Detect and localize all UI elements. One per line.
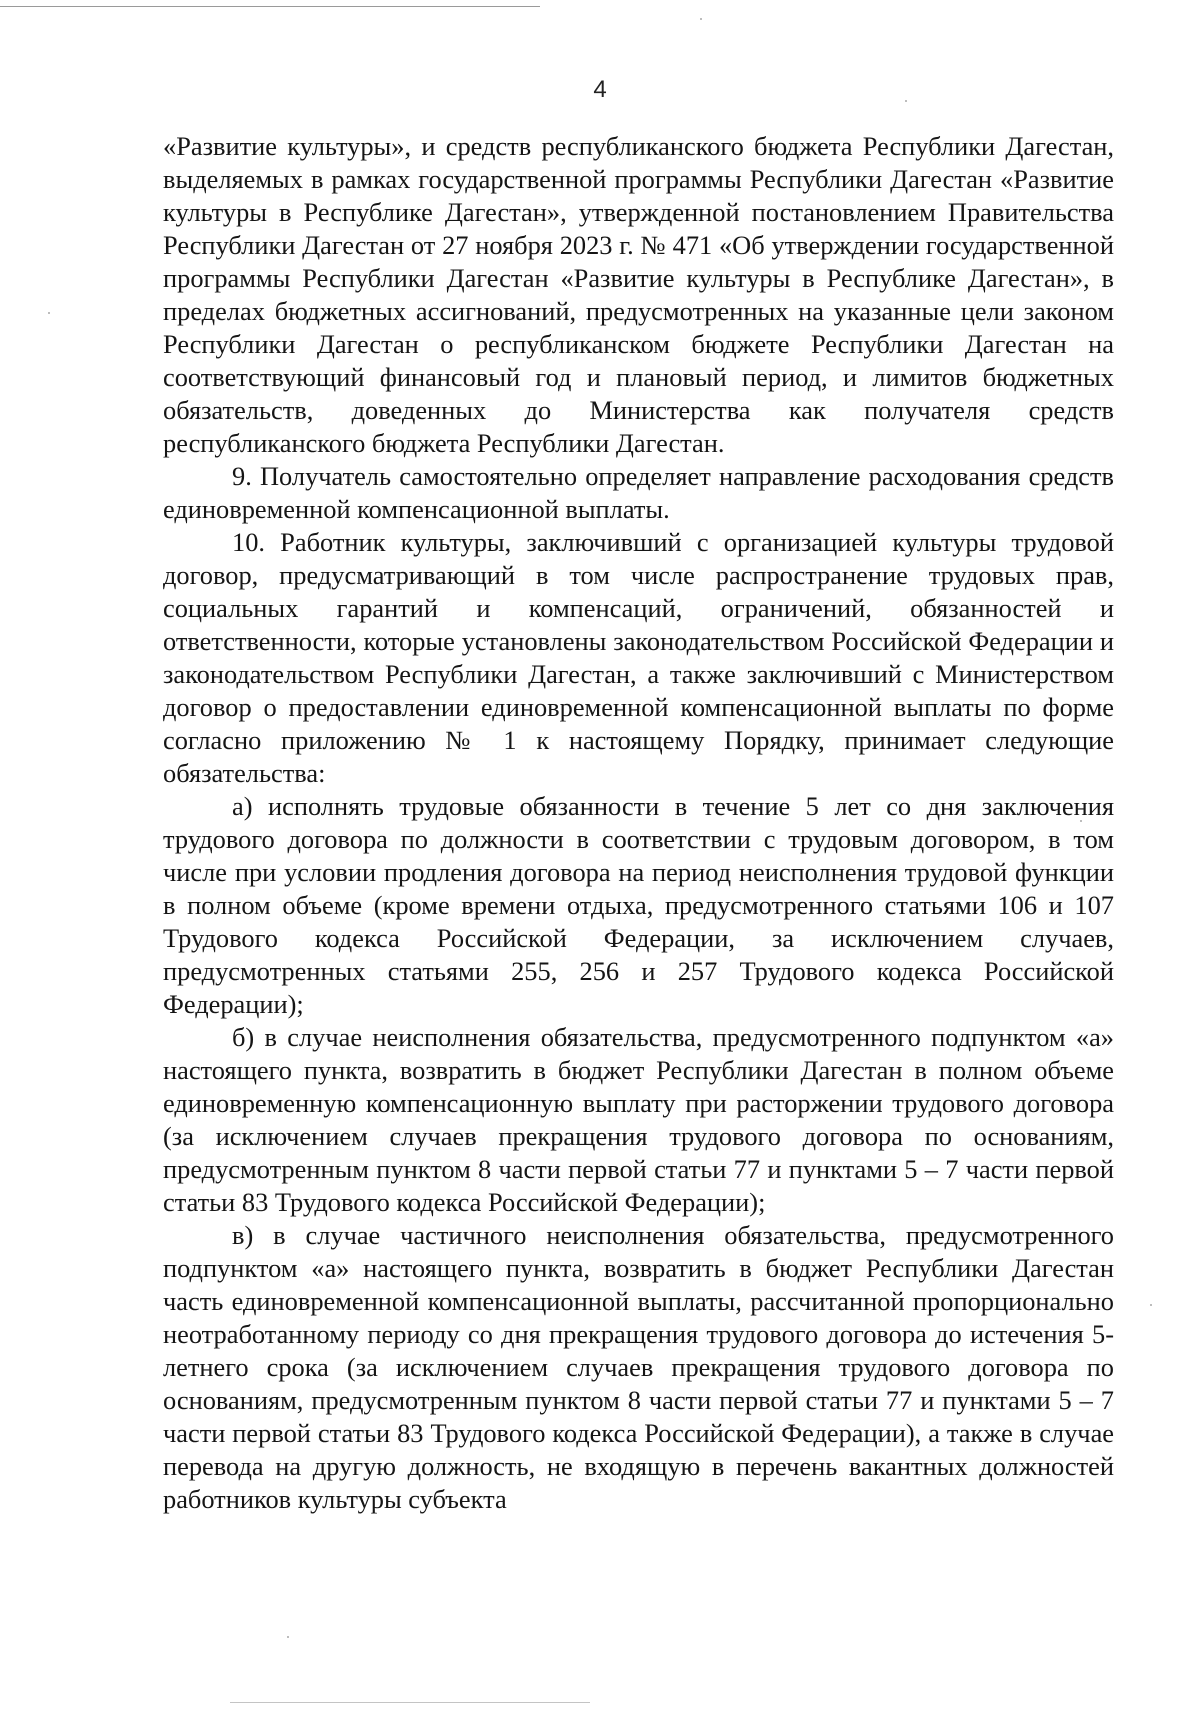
scan-speck	[700, 18, 702, 20]
subparagraph-v: в) в случае частичного неисполнения обязательства, предусмотренного подпунктом «а» настоящего пункта, возвратить в бюджет Республики Дагестан часть единовременной компенсационной выплаты, рассчитанной пропорционально неотработанному периоду со дня прекращения трудового договора до истечения 5-летнего срока (за исключением случаев прекращения трудового договора по основаниям, предусмотренным пунктом 8 части первой статьи 77 и пунктами 5 – 7 части первой статьи 83 Трудового кодекса Российской Федерации), а также в случае перевода на другую должность, не входящую в перечень вакантных должностей работников культуры субъекта	[163, 1220, 1114, 1514]
paragraph-item-10: 10. Работник культуры, заключивший с организацией культуры трудовой договор, предусматривающий в том числе распространение трудовых прав, социальных гарантий и компенсаций, ограничений, обязанностей и ответственности, которые установлены законодательством Российской Федерации и законодательством Республики Дагестан, а также заключивший с Министерством договор о предоставлении единовременной компенсационной выплаты по форме согласно приложению № 1 к настоящему Порядку, принимает следующие обязательства:	[163, 527, 1114, 788]
paragraph-item-9: 9. Получатель самостоятельно определяет направление расходования средств единовременной компенсационной выплаты.	[163, 461, 1114, 524]
subparagraph-a: а) исполнять трудовые обязанности в течение 5 лет со дня заключения трудового договора по должности в соответствии с трудовым договором, в том числе при условии продления договора на период неисполнения трудовой функции в полном объеме (кроме времени отдыха, предусмотренного статьями 106 и 107 Трудового кодекса Российской Федерации, за исключением случаев, предусмотренных статьями 255, 256 и 257 Трудового кодекса Российской Федерации);	[163, 791, 1114, 1019]
scan-speck	[287, 1636, 289, 1638]
page-number: 4	[593, 76, 607, 103]
subparagraph-b: б) в случае неисполнения обязательства, предусмотренного подпунктом «а» настоящего пункта, возвратить в бюджет Республики Дагестан в полном объеме единовременную компенсационную выплату при расторжении трудового договора (за исключением случаев прекращения трудового договора по основаниям, предусмотренным пунктом 8 части первой статьи 77 и пунктами 5 – 7 части первой статьи 83 Трудового кодекса Российской Федерации);	[163, 1022, 1114, 1217]
scan-speck	[48, 312, 50, 314]
scan-edge-line	[230, 1702, 590, 1703]
paragraph-continuation: «Развитие культуры», и средств республиканского бюджета Республики Дагестан, выделяемых в рамках государственной программы Республики Дагестан «Развитие культуры в Республике Дагестан», утвержденной постановлением Правительства Республики Дагестан от 27 ноября 2023 г. № 471 «Об утверждении государственной программы Республики Дагестан «Развитие культуры в Республике Дагестан», в пределах бюджетных ассигнований, предусмотренных на указанные цели законом Республики Дагестан о республиканском бюджете Республики Дагестан на соответствующий финансовый год и плановый период, и лимитов бюджетных обязательств, доведенных до Министерства как получателя средств республиканского бюджета Республики Дагестан.	[163, 131, 1114, 458]
scan-edge-line	[0, 6, 540, 7]
scan-speck	[1150, 1304, 1152, 1306]
document-body	[163, 130, 1114, 1516]
